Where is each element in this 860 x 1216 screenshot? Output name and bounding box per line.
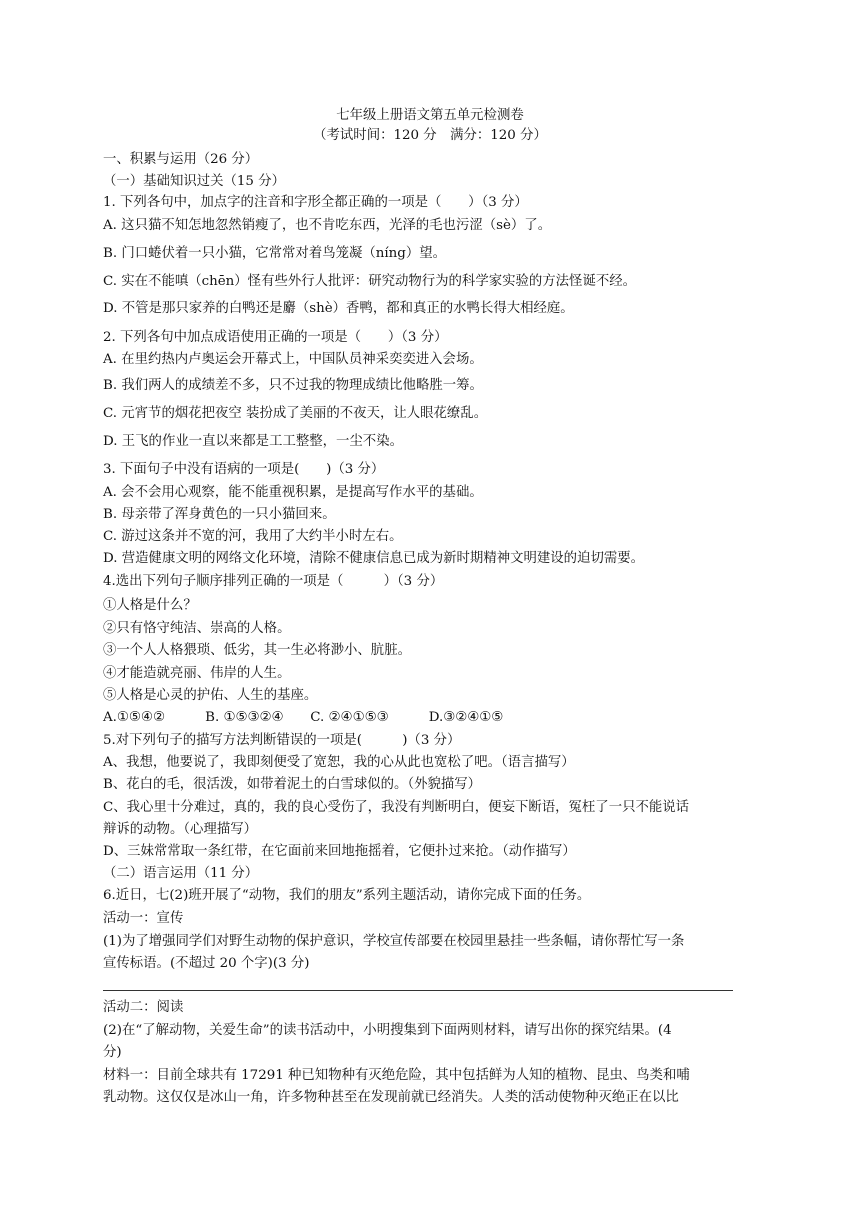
option-line: C. 元宵节的烟花把夜空 装扮成了美丽的不夜天，让人眼花缭乱。 [103, 406, 488, 421]
task-line: 分) [103, 1045, 122, 1060]
subsection-heading: （二）语言运用（11 分） [103, 866, 259, 881]
option-line: D、三妹常常取一条红带，在它面前来回地拖摇着，它便扑过来抢。（动作描写） [103, 844, 576, 859]
option-line: B. 门口蜷伏着一只小猫，它常常对着鸟笼凝（níng）望。 [103, 246, 447, 261]
option-line: D. 营造健康文明的网络文化环境，清除不健康信息已成为新时期精神文明建设的迫切需要。 [103, 551, 645, 566]
material-line: 材料一：目前全球共有 17291 种已知物种有灭绝危险，其中包括鲜为人知的植物、昆虫、鸟类和哺 [103, 1068, 690, 1083]
task-line: 宣传标语。(不超过 20 个字)(3 分) [103, 956, 310, 971]
task-line: (1)为了增强同学们对野生动物的保护意识，学校宣传部要在校园里悬挂一些条幅，请你帮忙写一条 [103, 934, 685, 949]
question-stem: 6.近日，七(2)班开展了“动物，我们的朋友”系列主题活动，请你完成下面的任务。 [103, 888, 591, 903]
question-stem: 4.选出下列句子顺序排列正确的一项是（ ）（3 分） [103, 574, 444, 589]
option-line: B. 母亲带了浑身黄色的一只小猫回来。 [103, 507, 336, 522]
sentence-line: ③一个人人格猥琐、低劣，其一生必将渺小、肮脏。 [103, 643, 411, 658]
option-line: C. 游过这条并不宽的河，我用了大约半小时左右。 [103, 529, 403, 544]
option-line: D. 不管是那只家养的白鸭还是麝（shè）香鸭，都和真正的水鸭长得大相经庭。 [103, 301, 574, 316]
exam-title: 七年级上册语文第五单元检测卷 [336, 108, 524, 123]
sentence-line: ⑤人格是心灵的护佑、人生的基座。 [103, 688, 318, 703]
question-stem: 1. 下列各句中，加点字的注音和字形全都正确的一项是（ ）（3 分） [103, 195, 528, 210]
option-line: C. 实在不能嗔（chēn）怪有些外行人批评：研究动物行为的科学家实验的方法怪诞不经。 [103, 274, 637, 289]
question-stem: 2. 下列各句中加点成语使用正确的一项是（ ）（3 分） [103, 330, 448, 345]
option-line: B. 我们两人的成绩差不多，只不过我的物理成绩比他略胜一筹。 [103, 378, 483, 393]
section-heading: 一、积累与运用（26 分） [103, 152, 259, 167]
answer-line[interactable] [103, 990, 733, 991]
option-line: A. 会不会用心观察，能不能重视积累，是提高写作水平的基础。 [103, 485, 483, 500]
exam-subtitle: （考试时间：120 分 满分：120 分） [313, 128, 547, 143]
sentence-line: ①人格是什么？ [103, 598, 197, 613]
option-line: C、我心里十分难过，真的，我的良心受伤了，我没有判断明白，便妄下断语，冤枉了一只不能说话 [103, 800, 690, 815]
option-line: A. 在里约热内卢奥运会开幕式上，中国队员神采奕奕进入会场。 [103, 352, 483, 367]
option-line: 辩诉的动物。（心理描写） [103, 822, 257, 837]
option-line: A. 这只猫不知怎地忽然销瘦了，也不肯吃东西，光泽的毛也污涩（sè）了。 [103, 218, 552, 233]
question-stem: 5.对下列句子的描写方法判断错误的一项是( )（3 分） [103, 733, 461, 748]
option-line: D. 王飞的作业一直以来都是工工整整，一尘不染。 [103, 434, 403, 449]
task-line: (2)在“了解动物，关爱生命”的读书活动中，小明搜集到下面两则材料，请写出你的探究结果。(4 [103, 1023, 672, 1038]
option-line: B、花白的毛，很活泼，如带着泥土的白雪球似的。（外貌描写） [103, 777, 482, 792]
activity-heading: 活动一：宣传 [103, 911, 184, 926]
subsection-heading: （一）基础知识过关（15 分） [103, 174, 285, 189]
activity-heading: 活动二：阅读 [103, 1000, 184, 1015]
sentence-line: ②只有恪守纯洁、崇高的人格。 [103, 621, 291, 636]
question-stem: 3. 下面句子中没有语病的一项是( )（3 分） [103, 462, 385, 477]
material-line: 乳动物。这仅仅是冰山一角，许多物种甚至在发现前就已经消失。人类的活动使物种灭绝正在以比 [103, 1090, 679, 1105]
options-line: A.①⑤④② B. ①⑤③②④ C. ②④①⑤③ D.③②④①⑤ [103, 710, 504, 725]
sentence-line: ④才能造就亮丽、伟岸的人生。 [103, 666, 291, 681]
option-line: A、我想，他要说了，我即刻便受了宽恕，我的心从此也宽松了吧。（语言描写） [103, 755, 575, 770]
